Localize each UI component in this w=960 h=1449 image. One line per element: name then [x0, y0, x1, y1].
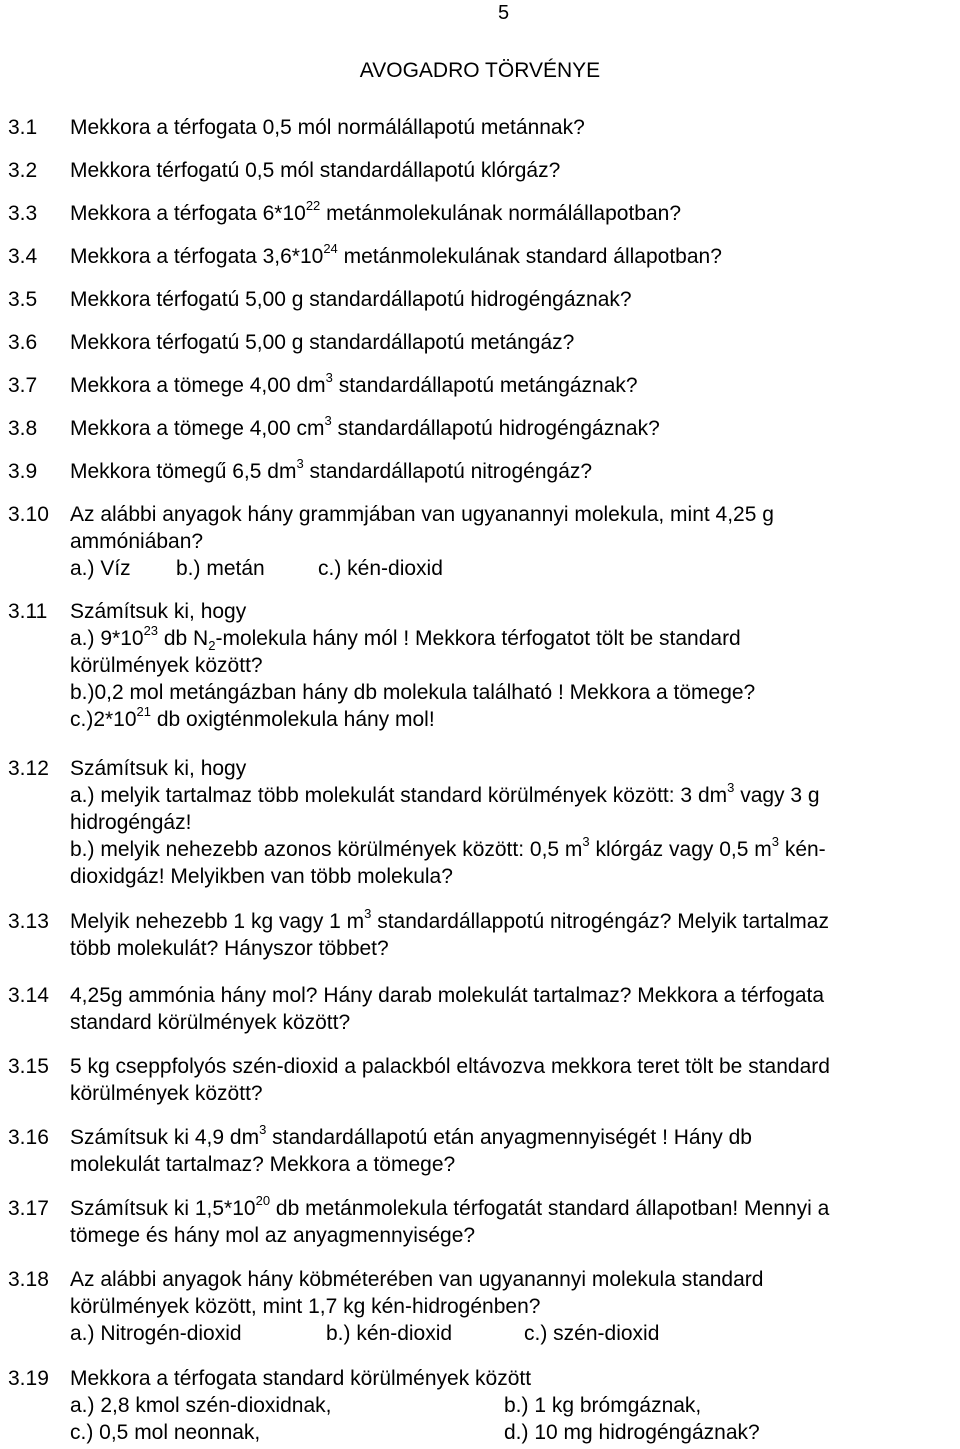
question-3-17 — [8, 1195, 953, 1249]
question-number: 3.7 — [8, 374, 38, 397]
sub-question-b-cont: dioxidgáz! Melyikben van több molekula? — [70, 865, 453, 888]
question-3-13 — [8, 908, 953, 962]
question-text-cont: több molekulát? Hányszor többet? — [70, 937, 389, 960]
question-number: 3.17 — [8, 1197, 49, 1220]
question-number: 3.19 — [8, 1367, 49, 1390]
exponent: 3 — [325, 370, 333, 385]
option-c: c.) kén-dioxid — [318, 557, 443, 580]
question-text: 4,25g ammónia hány mol? Hány darab molekulát tartalmaz? Mekkora a térfogata — [70, 984, 825, 1007]
option-a: a.) Nitrogén-dioxid — [70, 1322, 242, 1345]
question-text: Mekkora a térfogata 0,5 mól normálállapotú metánnak? — [70, 116, 585, 139]
answer-options-row-1 — [70, 1392, 953, 1419]
question-text-cont: molekulát tartalmaz? Mekkora a tömege? — [70, 1153, 456, 1176]
question-number: 3.12 — [8, 757, 49, 780]
sub-question-c: $c.)2*10^{21}$ db oxigténmolekula hány mol! — [70, 704, 435, 731]
question-text: Mekkora a térfogata 6*10 — [70, 202, 306, 225]
question-text-cont: körülmények között, mint 1,7 kg kén-hidrogénben? — [70, 1295, 541, 1318]
sub-question-a-cont: körülmények között? — [70, 654, 263, 677]
question-text: Számítsuk ki, hogy — [70, 600, 247, 623]
question-number: 3.16 — [8, 1126, 49, 1149]
question-text: Mekkora térfogatú 5,00 g standardállapotú hidrogéngáznak? — [70, 288, 632, 311]
question-number: 3.5 — [8, 288, 38, 311]
question-text: Számítsuk ki, hogy — [70, 757, 247, 780]
question-text: Az alábbi anyagok hány grammjában van ugyanannyi molekula, mint 4,25 g — [70, 503, 774, 526]
question-3-18 — [8, 1266, 953, 1347]
question-3-16 — [8, 1124, 953, 1178]
question-number: 3.2 — [8, 159, 38, 182]
sub-question-b: b.)0,2 mol metángázban hány db molekula található ! Mekkora a tömege? — [70, 681, 756, 704]
exponent: 22 — [305, 198, 321, 213]
answer-options — [70, 1320, 953, 1347]
question-number: 3.11 — [8, 600, 48, 623]
question-3-14 — [8, 982, 953, 1036]
question-text: standardállapotú nitrogéngáz? — [303, 460, 593, 483]
question-text: 5 kg cseppfolyós szén-dioxid a palackból eltávozva mekkora teret tölt be standard — [70, 1055, 830, 1078]
question-number: 3.18 — [8, 1268, 49, 1291]
question-number: 3.14 — [8, 984, 49, 1007]
question-3-7 — [8, 372, 953, 399]
sub-question-b: b.) melyik nehezebb azonos körülmények között: 0,5 $m^3$ klórgáz vagy 0,5 $m^3$ kén- — [70, 834, 826, 861]
question-text: metánmolekulának standard állapotban? — [337, 245, 722, 268]
question-text: Az alábbi anyagok hány köbméterében van ugyanannyi molekula standard — [70, 1268, 764, 1291]
question-3-2 — [8, 157, 953, 184]
sub-question-a: a.) $9*10^{23}$ db $N_2$-molekula hány mól ! Mekkora térfogatot tölt be standard — [70, 623, 741, 653]
option-a: a.) Víz — [70, 557, 131, 580]
question-text: Mekkora térfogatú 0,5 mól standardállapotú klórgáz? — [70, 159, 561, 182]
question-3-12 — [8, 755, 953, 890]
sub-question-a-cont: hidrogéngáz! — [70, 811, 192, 834]
question-text: Mekkora a tömege 4,00 cm — [70, 417, 325, 440]
question-3-19 — [8, 1365, 953, 1446]
answer-options — [70, 555, 953, 582]
question-3-4 — [8, 243, 953, 270]
question-text: standardállapotú hidrogéngáznak? — [331, 417, 660, 440]
exponent: 3 — [296, 456, 304, 471]
question-3-10 — [8, 501, 953, 582]
option-a: a.) 2,8 kmol szén-dioxidnak, — [70, 1394, 332, 1417]
question-number: 3.1 — [8, 116, 38, 139]
exponent: 3 — [324, 413, 332, 428]
option-b: b.) metán — [176, 557, 265, 580]
question-text: Mekkora térfogatú 5,00 g standardállapotú metángáz? — [70, 331, 575, 354]
question-3-3 — [8, 200, 953, 227]
option-d: d.) 10 mg hidrogéngáznak? — [504, 1421, 760, 1444]
question-3-6 — [8, 329, 953, 356]
question-text-cont: tömege és hány mol az anyagmennyisége? — [70, 1224, 476, 1247]
question-text: Számítsuk ki $1,5*10^{20}$ db metánmolekula térfogatát standard állapotban! Mennyi a — [70, 1193, 830, 1220]
question-number: 3.8 — [8, 417, 38, 440]
question-3-11 — [8, 598, 953, 733]
question-text: Mekkora a térfogata 3,6*10 — [70, 245, 324, 268]
question-3-1 — [8, 114, 953, 141]
page-title: AVOGADRO TÖRVÉNYE — [359, 59, 601, 82]
exponent: 24 — [323, 241, 338, 256]
question-number: 3.9 — [8, 460, 38, 483]
question-text: Melyik nehezebb 1 kg vagy 1 $m^3$ standardállappotú nitrogéngáz? Melyik tartalmaz — [70, 906, 829, 933]
option-c: c.) 0,5 mol neonnak, — [70, 1421, 261, 1444]
question-text-cont: körülmények között? — [70, 1082, 263, 1105]
option-c: c.) szén-dioxid — [524, 1322, 660, 1345]
sub-question-a: a.) melyik tartalmaz több molekulát standard körülmények között: 3 $dm^3$ vagy 3 g — [70, 780, 820, 807]
answer-options-row-2 — [70, 1419, 953, 1446]
page-number: 5 — [498, 2, 510, 24]
question-text: Számítsuk ki 4,9 $dm^3$ standardállapotú etán anyagmennyiségét ! Hány db — [70, 1122, 752, 1149]
question-number: 3.13 — [8, 910, 49, 933]
question-3-5 — [8, 286, 953, 313]
question-text: ammóniában? — [70, 530, 204, 553]
question-number: 3.15 — [8, 1055, 49, 1078]
question-number: 3.10 — [8, 503, 49, 526]
question-3-9 — [8, 458, 953, 485]
option-b: b.) 1 kg brómgáznak, — [504, 1394, 702, 1417]
question-text: Mekkora a tömege 4,00 dm — [70, 374, 326, 397]
question-number: 3.3 — [8, 202, 38, 225]
question-text: Mekkora tömegű 6,5 dm — [70, 460, 297, 483]
question-text: metánmolekulának normálállapotban? — [320, 202, 682, 225]
question-text-cont: standard körülmények között? — [70, 1011, 351, 1034]
question-text: standardállapotú metángáznak? — [332, 374, 638, 397]
question-3-8 — [8, 415, 953, 442]
question-text: Mekkora a térfogata standard körülmények között — [70, 1367, 532, 1390]
question-number: 3.6 — [8, 331, 38, 354]
question-number: 3.4 — [8, 245, 38, 268]
option-b: b.) kén-dioxid — [326, 1322, 453, 1345]
question-3-15 — [8, 1053, 953, 1107]
